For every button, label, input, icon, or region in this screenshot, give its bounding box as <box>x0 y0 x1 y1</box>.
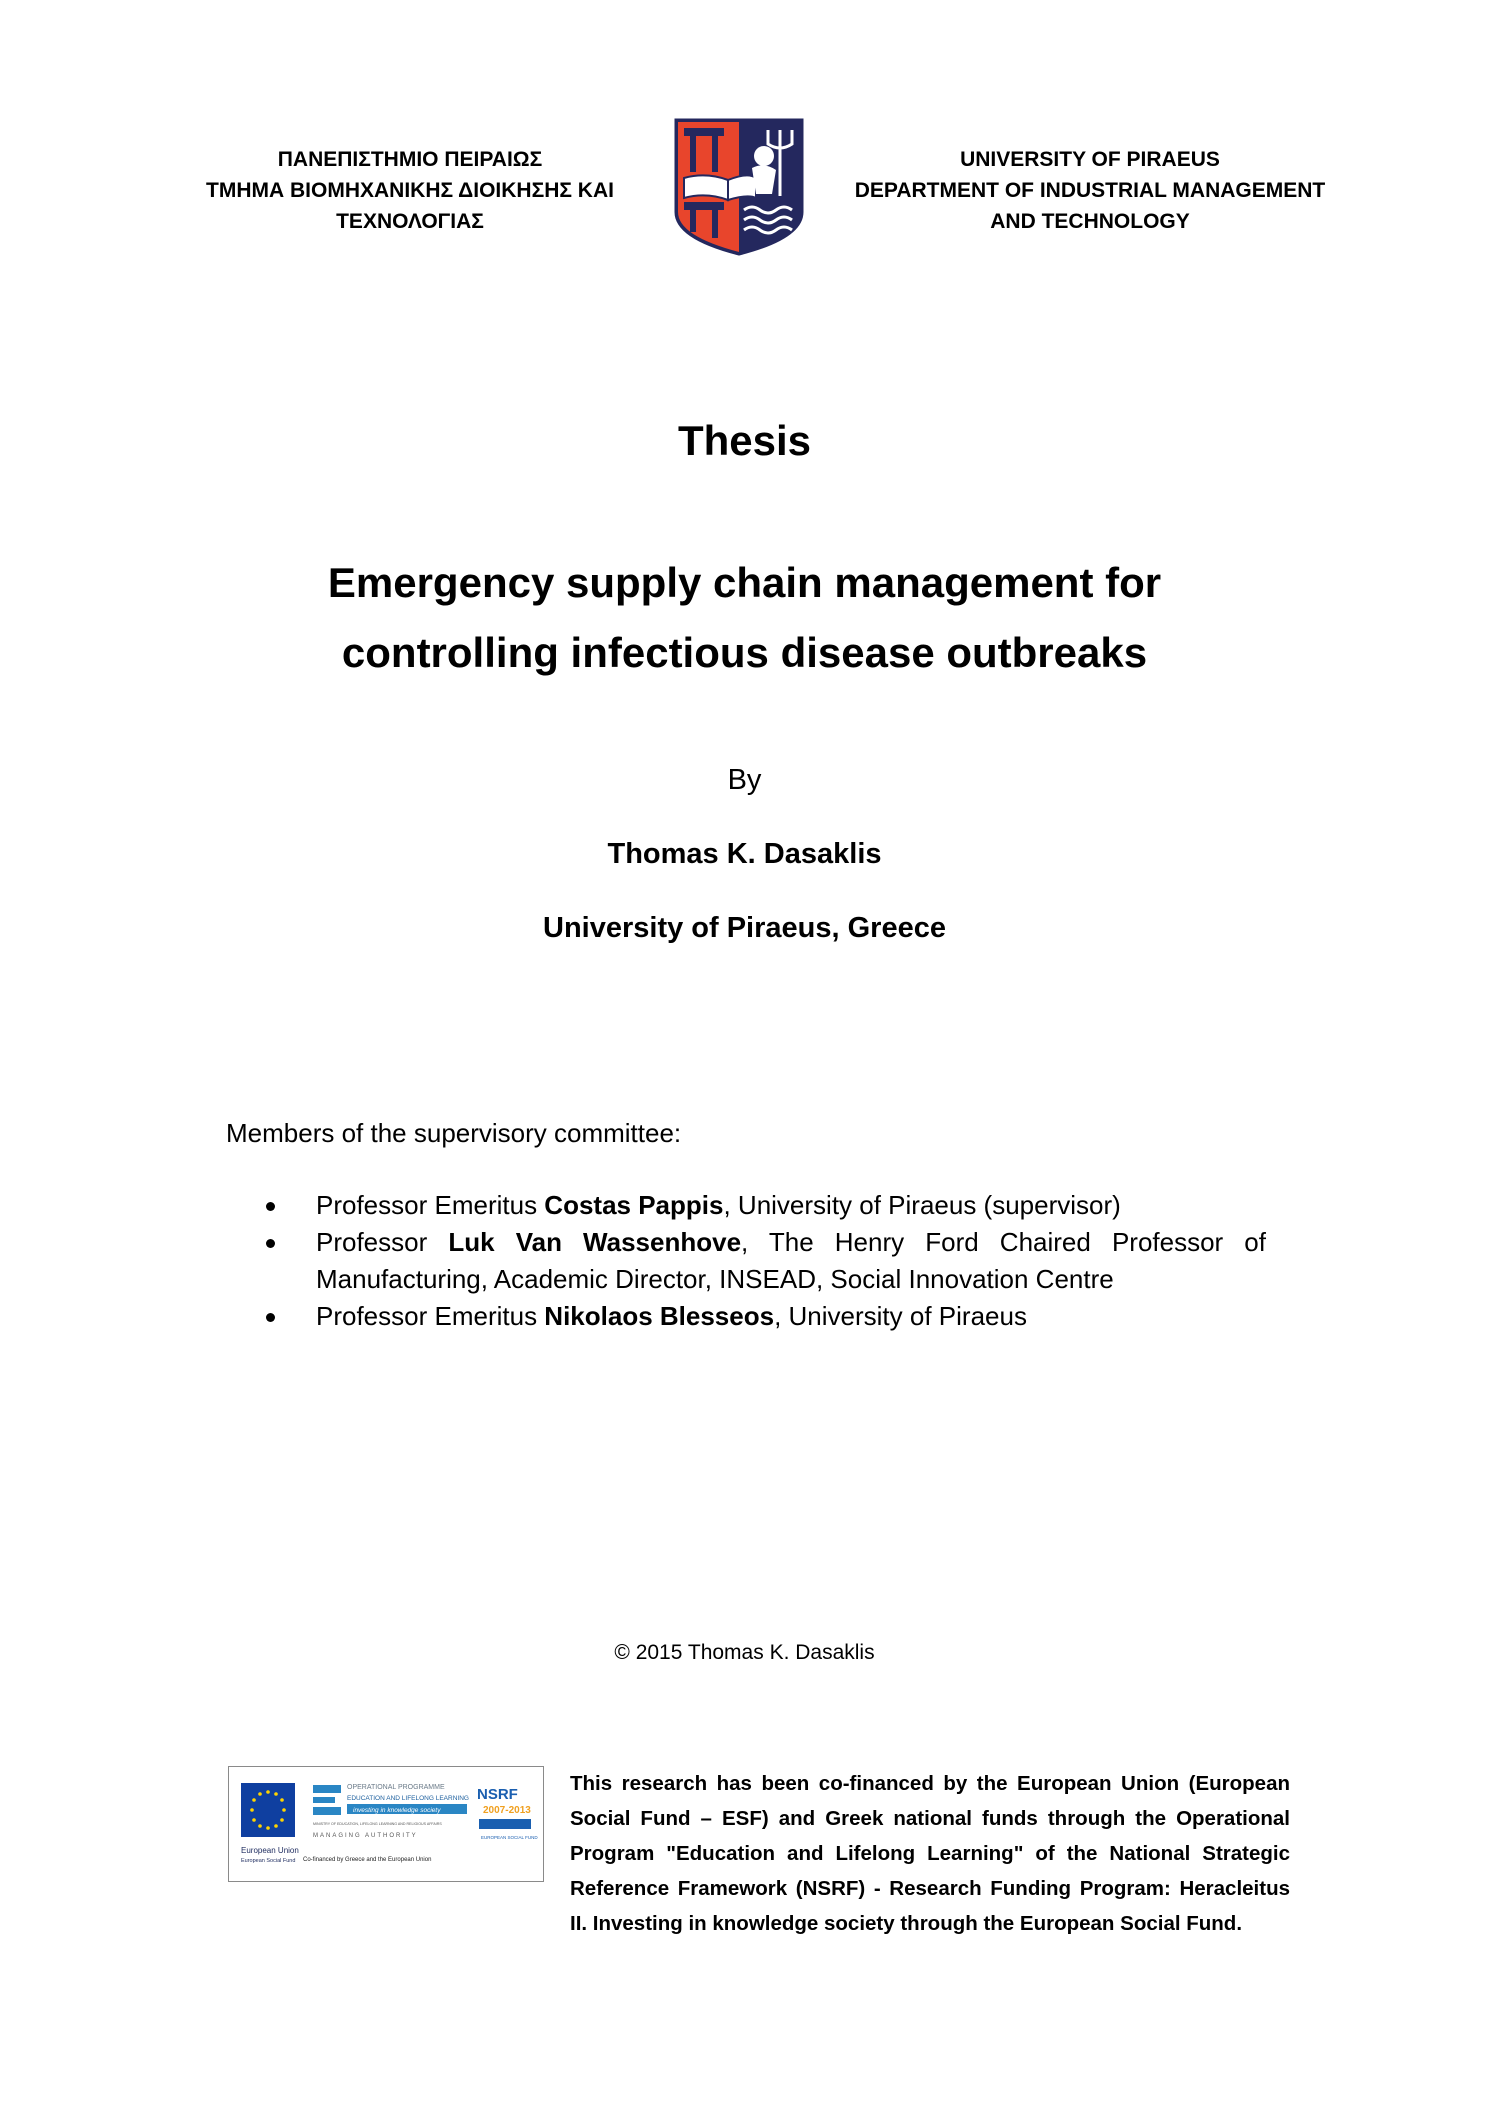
member-prefix: Professor Emeritus <box>316 1190 545 1220</box>
document-type-label: Thesis <box>677 417 812 464</box>
header-right-line: DEPARTMENT OF INDUSTRIAL MANAGEMENT <box>854 179 1326 202</box>
member-suffix: , The Henry Ford Chaired Professor of Manufacturing, Academic Director, INSEAD, Social Innovation Centre <box>316 1227 1266 1294</box>
member-suffix: , University of Piraeus <box>774 1301 1027 1331</box>
op-line-3: investing in knowledge society <box>353 1807 441 1814</box>
committee-member <box>226 1298 1266 1335</box>
committee-member <box>226 1187 1266 1224</box>
member-name: Costas Pappis <box>544 1190 724 1220</box>
author-name: Thomas K. Dasaklis <box>607 838 882 870</box>
esf-label: European Social Fund <box>241 1858 296 1864</box>
nsrf-years: 2007-2013 <box>483 1805 531 1816</box>
committee-member <box>226 1224 1266 1298</box>
header-right-line: AND TECHNOLOGY <box>990 210 1190 233</box>
member-name: Nikolaos Blesseos <box>544 1301 775 1331</box>
cofinanced-label: Co-financed by Greece and the European Union <box>303 1857 432 1863</box>
member-prefix: Professor Emeritus <box>316 1301 545 1331</box>
thesis-title <box>0 548 1489 688</box>
header-left-line: ΤΕΧΝΟΛΟΓΙΑΣ <box>336 210 484 233</box>
funding-acknowledgement: This research has been co-financed by the European Union (European Social Fund – ESF) and Greek national funds through the Operational Program "Education and Lifelong Learning" of the National Strategic Reference Framework (NSRF) - Research Funding Program: Heracleitus II. Investing in knowledge society through the European Social Fund. <box>570 1772 1290 1935</box>
nsrf-sub: EUROPEAN SOCIAL FUND <box>481 1835 538 1840</box>
thesis-title-line: Emergency supply chain management for <box>327 559 1162 606</box>
header-university-greek <box>180 144 640 237</box>
committee-list <box>226 1187 1266 1335</box>
copyright-notice: © 2015 Thomas K. Dasaklis <box>614 1641 875 1664</box>
university-crest-icon <box>672 116 806 258</box>
member-suffix: , University of Piraeus (supervisor) <box>723 1190 1121 1220</box>
op-line-1: OPERATIONAL PROGRAMME <box>347 1784 445 1791</box>
op-line-5: MANAGING AUTHORITY <box>313 1833 418 1839</box>
by-label: By <box>727 764 762 796</box>
bullet-icon <box>266 1239 275 1248</box>
thesis-title-line: controlling infectious disease outbreaks <box>341 629 1148 676</box>
nsrf-logo <box>477 1786 538 1840</box>
header-left-line: ΠΑΝΕΠΙΣΤΗΜΙΟ ΠΕΙΡΑΙΩΣ <box>277 148 543 171</box>
op-line-2: EDUCATION AND LIFELONG LEARNING <box>347 1795 469 1802</box>
committee-heading: Members of the supervisory committee: <box>226 1118 682 1148</box>
nsrf-label: NSRF <box>477 1786 518 1803</box>
member-prefix: Professor <box>316 1227 449 1257</box>
header-university-english <box>840 144 1340 237</box>
header-right-line: UNIVERSITY OF PIRAEUS <box>960 148 1220 171</box>
bullet-icon <box>266 1313 275 1322</box>
member-name: Luk Van Wassenhove <box>448 1227 742 1257</box>
op-line-4: MINISTRY OF EDUCATION, LIFELONG LEARNING AND RELIGIOUS AFFAIRS <box>313 1822 442 1826</box>
operational-programme-logo <box>303 1784 469 1863</box>
eu-flag-icon <box>241 1783 295 1837</box>
header-left-line: ΤΜΗΜΑ ΒΙΟΜΗΧΑΝΙΚΗΣ ΔΙΟΙΚΗΣΗΣ ΚΑΙ <box>206 179 614 202</box>
eu-label: European Union <box>241 1846 299 1855</box>
bullet-icon <box>266 1202 275 1211</box>
author-affiliation: University of Piraeus, Greece <box>543 912 946 944</box>
funding-logos-banner <box>228 1766 544 1882</box>
